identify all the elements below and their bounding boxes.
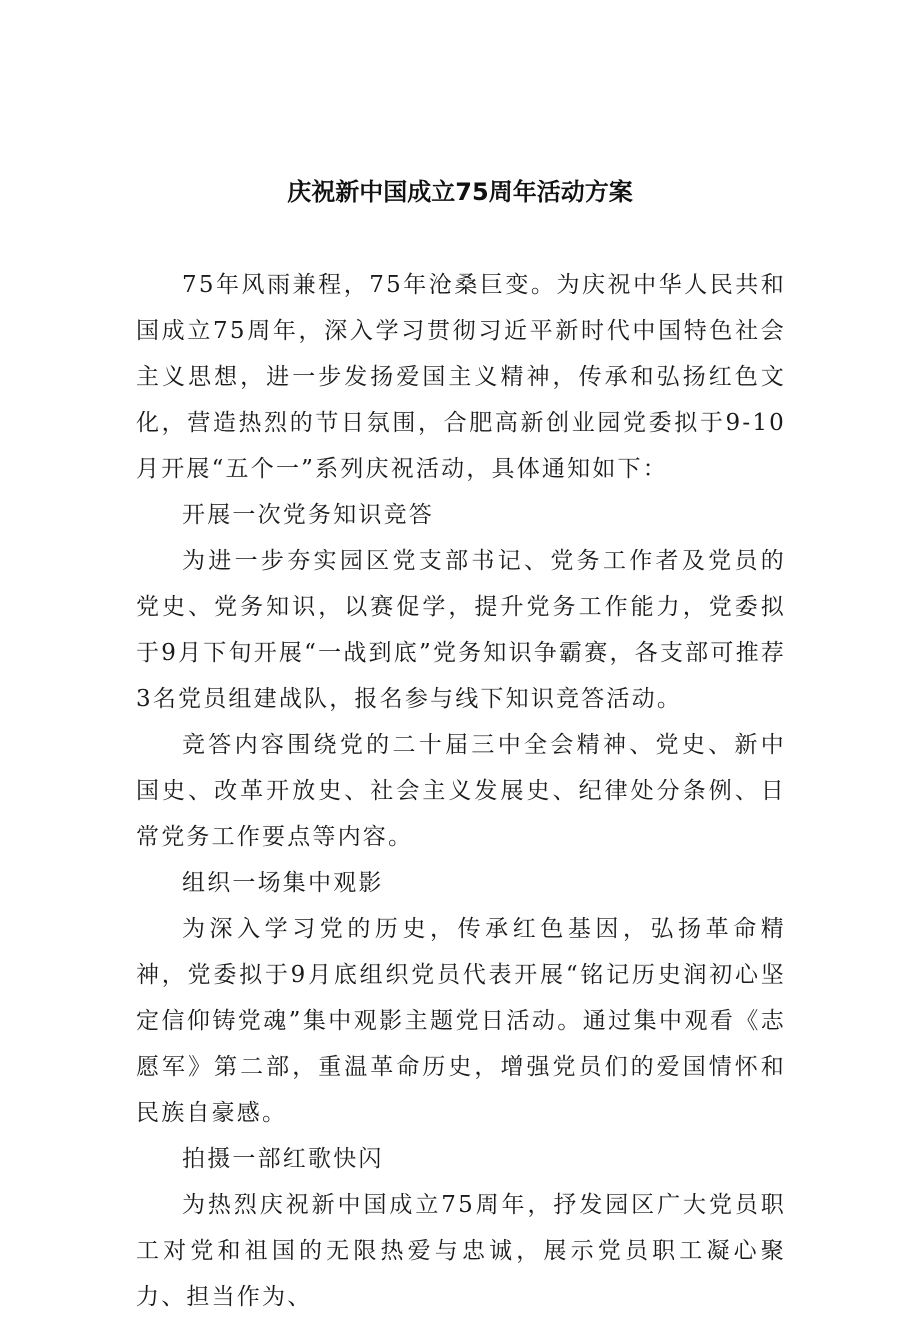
movie-paragraph: 为深入学习党的历史，传承红色基因，弘扬革命精神，党委拟于9月底组织党员代表开展“铭记历史润初心坚定信仰铸党魂”集中观影主题党日活动。通过集中观看《志愿军》第二部，重温革命历史，增强党员们的爱国情怀和民族自豪感。 <box>136 916 786 1126</box>
intro-paragraph: 75年风雨兼程，75年沧桑巨变。为庆祝中华人民共和国成立75周年，深入学习贯彻习近平新时代中国特色社会主义思想，进一步发扬爱国主义精神，传承和弘扬红色文化，营造热烈的节日氛围，合肥高新创业园党委拟于9-10月开展“五个一”系列庆祝活动，具体通知如下： <box>136 272 786 482</box>
section-heading-flashmob: 拍摄一部红歌快闪 <box>182 1146 384 1172</box>
quiz-content-paragraph: 竞答内容围绕党的二十届三中全会精神、党史、新中国史、改革开放史、社会主义发展史、纪律处分条例、日常党务工作要点等内容。 <box>136 732 786 850</box>
flashmob-paragraph: 为热烈庆祝新中国成立75周年，抒发园区广大党员职工对党和祖国的无限热爱与忠诚，展示党员职工凝心聚力、担当作为、 <box>136 1192 786 1310</box>
document-title: 庆祝新中国成立75周年活动方案 <box>287 178 633 206</box>
document-body <box>136 262 786 1320</box>
section-heading-quiz: 开展一次党务知识竞答 <box>182 502 434 528</box>
section-heading-movie: 组织一场集中观影 <box>182 870 384 896</box>
quiz-paragraph: 为进一步夯实园区党支部书记、党务工作者及党员的党史、党务知识，以赛促学，提升党务工作能力，党委拟于9月下旬开展“一战到底”党务知识争霸赛，各支部可推荐3名党员组建战队，报名参与线下知识竞答活动。 <box>136 548 786 712</box>
